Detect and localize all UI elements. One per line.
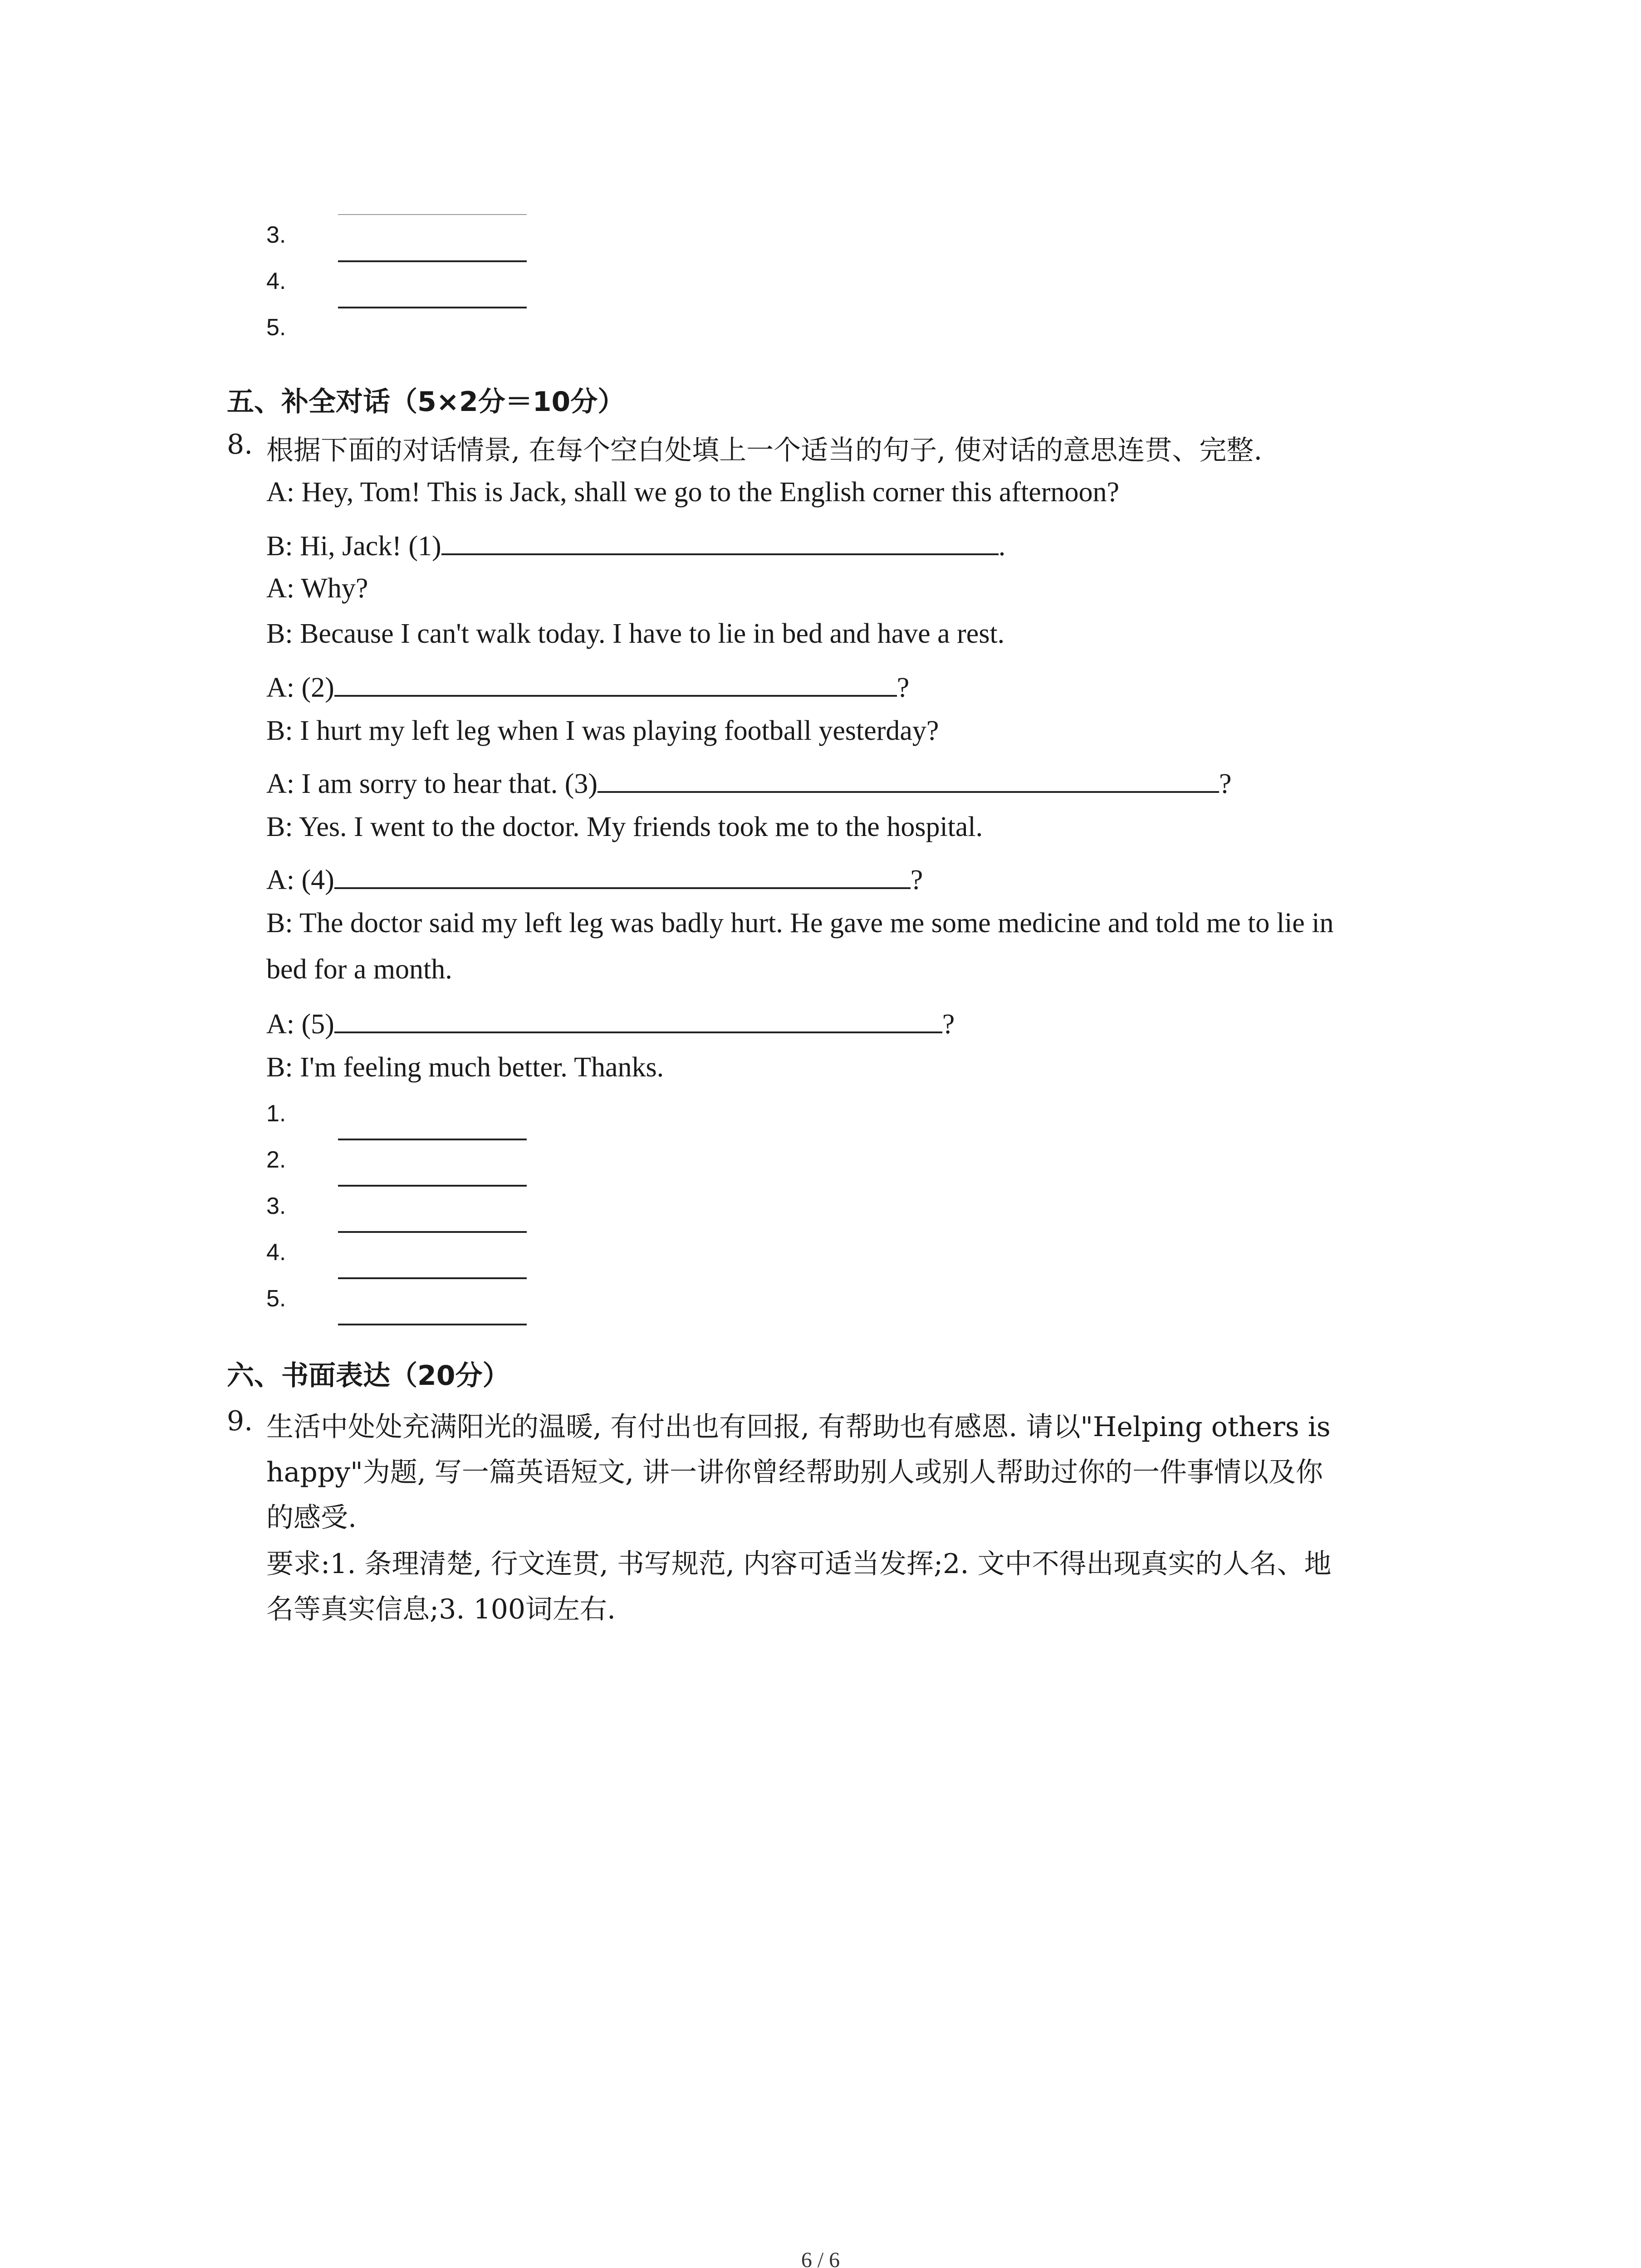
dialogue-line-4: B: Because I can't walk today. I have to lie in bed and have a rest. bbox=[266, 618, 1005, 649]
answer-line-3[interactable] bbox=[338, 1231, 527, 1233]
page-number: 6 / 6 bbox=[801, 2248, 840, 2268]
dialogue-line-11: bed for a month. bbox=[266, 954, 452, 985]
dialogue-line-8: B: Yes. I went to the doctor. My friends took me to the hospital. bbox=[266, 811, 983, 842]
blank-5[interactable] bbox=[334, 1003, 942, 1033]
blank-2[interactable] bbox=[334, 667, 897, 697]
answer-number-1: 1. bbox=[266, 1100, 286, 1127]
dialogue-line-1: A: Hey, Tom! This is Jack, shall we go to the English corner this afternoon? bbox=[266, 477, 1119, 508]
top-answer-number-3: 3. bbox=[266, 222, 286, 248]
dialogue-line-3: A: Why? bbox=[266, 573, 368, 604]
question9-requirement-1: 要求:1. 条理清楚, 行文连贯, 书写规范, 内容可适当发挥;2. 文中不得出现真实的人名、地 bbox=[266, 1548, 1332, 1580]
dialogue-line-2: B: Hi, Jack! (1) . bbox=[266, 525, 1005, 562]
dialogue-line-7: A: I am sorry to hear that. (3) ? bbox=[266, 763, 1232, 800]
top-answer-line-3[interactable] bbox=[338, 260, 527, 262]
answer-line-2[interactable] bbox=[338, 1185, 527, 1187]
top-answer-line-4[interactable] bbox=[338, 307, 527, 308]
question8-number: 8. bbox=[227, 429, 253, 460]
answer-line-1[interactable] bbox=[338, 1139, 527, 1140]
section6-heading: 六、书面表达（20分） bbox=[227, 1360, 510, 1392]
dialogue-line-5: A: (2) ? bbox=[266, 667, 909, 704]
answer-number-2: 2. bbox=[266, 1147, 286, 1173]
answer-line-5[interactable] bbox=[338, 1324, 527, 1325]
answer-number-4: 4. bbox=[266, 1239, 286, 1266]
section5-heading: 五、补全对话（5×2分＝10分） bbox=[227, 386, 625, 418]
question8-instruction: 根据下面的对话情景, 在每个空白处填上一个适当的句子, 使对话的意思连贯、完整. bbox=[266, 435, 1263, 466]
dialogue-line-6: B: I hurt my left leg when I was playing football yesterday? bbox=[266, 715, 939, 746]
answer-number-5: 5. bbox=[266, 1286, 286, 1312]
question9-requirement-2: 名等真实信息;3. 100词左右. bbox=[266, 1593, 616, 1625]
blank-4[interactable] bbox=[334, 859, 911, 889]
dialogue-line-12: A: (5) ? bbox=[266, 1003, 955, 1041]
answer-number-3: 3. bbox=[266, 1193, 286, 1219]
blank-3[interactable] bbox=[598, 763, 1219, 793]
answer-line-4[interactable] bbox=[338, 1277, 527, 1279]
question9-line-3: 的感受. bbox=[266, 1502, 357, 1534]
question9-line-1: 生活中处处充满阳光的温暖, 有付出也有回报, 有帮助也有感恩. 请以"Helping others is bbox=[266, 1411, 1331, 1443]
question9-number: 9. bbox=[227, 1405, 253, 1437]
dialogue-line-9: A: (4) ? bbox=[266, 859, 923, 896]
blank-1[interactable] bbox=[441, 525, 999, 555]
top-answer-number-4: 4. bbox=[266, 268, 286, 294]
question9-line-2: happy"为题, 写一篇英语短文, 讲一讲你曾经帮助别人或别人帮助过你的一件事情以及你 bbox=[266, 1457, 1323, 1488]
top-answer-number-5: 5. bbox=[266, 314, 286, 341]
dialogue-line-10: B: The doctor said my left leg was badly hurt. He gave me some medicine and told me to lie in bbox=[266, 908, 1334, 938]
top-answer-line-0[interactable] bbox=[338, 214, 527, 215]
dialogue-line-13: B: I'm feeling much better. Thanks. bbox=[266, 1052, 664, 1083]
